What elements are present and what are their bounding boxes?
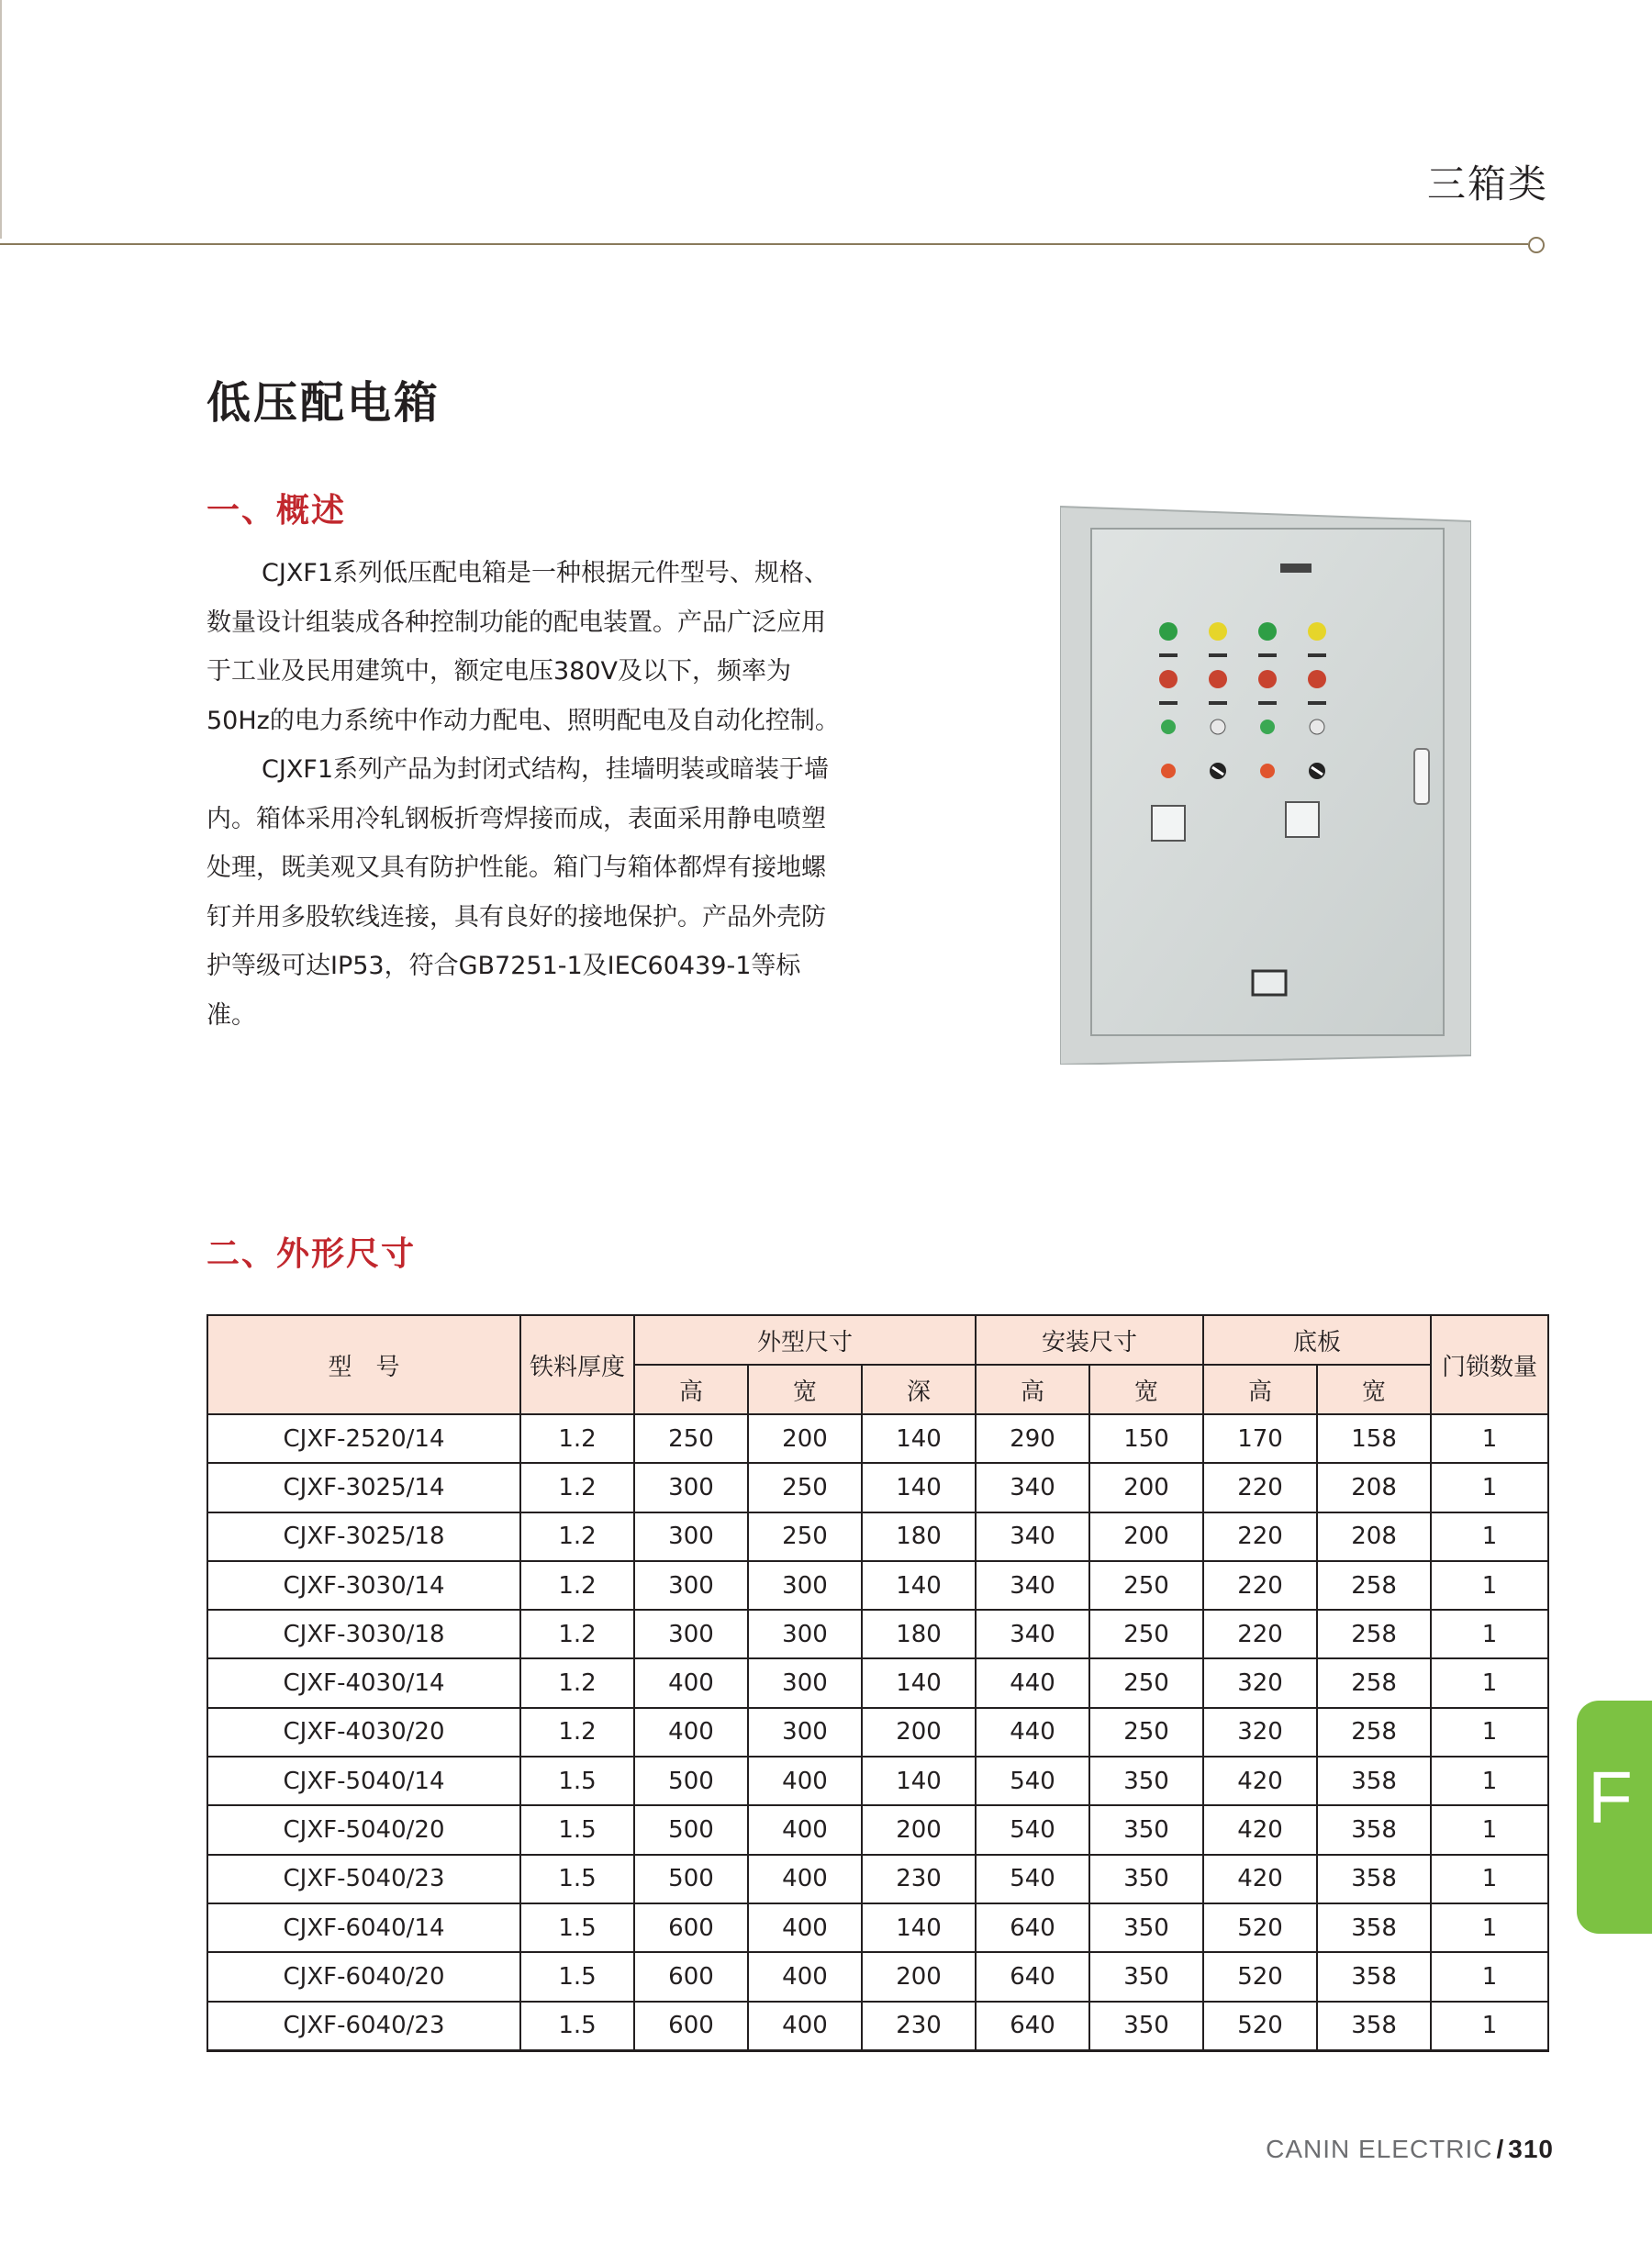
- outer-height-cell: 500: [634, 1757, 748, 1805]
- base-height-cell: 220: [1203, 1561, 1317, 1610]
- thickness-cell: 1.5: [520, 1757, 634, 1805]
- base-width-cell: 358: [1317, 1805, 1431, 1854]
- model-cell: CJXF-6040/14: [207, 1903, 520, 1952]
- distribution-box-photo: [1060, 501, 1471, 1065]
- install-height-cell: 440: [976, 1708, 1089, 1757]
- outer-depth-cell: 140: [862, 1463, 976, 1512]
- install-width-cell: 350: [1089, 1903, 1203, 1952]
- dimensions-heading: 二、外形尺寸: [206, 1235, 417, 1273]
- outer-height-cell: 300: [634, 1610, 748, 1658]
- thickness-cell: 1.2: [520, 1512, 634, 1561]
- model-cell: CJXF-4030/20: [207, 1708, 520, 1757]
- outer-width-cell: 400: [748, 1952, 862, 2001]
- install-width-cell: 350: [1089, 1855, 1203, 1903]
- model-cell: CJXF-3025/18: [207, 1512, 520, 1561]
- thickness-cell: 1.2: [520, 1658, 634, 1707]
- product-title: 低压配电箱: [206, 377, 441, 429]
- outer-height-cell: 300: [634, 1463, 748, 1512]
- install-height-cell: 340: [976, 1463, 1089, 1512]
- model-cell: CJXF-3030/18: [207, 1610, 520, 1658]
- outer-height-cell: 400: [634, 1708, 748, 1757]
- lock-count-cell: 1: [1431, 1512, 1548, 1561]
- thickness-cell: 1.2: [520, 1463, 634, 1512]
- base-height-cell: 170: [1203, 1414, 1317, 1463]
- install-width-cell: 350: [1089, 1757, 1203, 1805]
- base-height-cell: 220: [1203, 1512, 1317, 1561]
- base-height-cell: 520: [1203, 1903, 1317, 1952]
- lock-count-cell: 1: [1431, 1414, 1548, 1463]
- outer-width-cell: 400: [748, 2002, 862, 2051]
- lock-count-cell: 1: [1431, 1757, 1548, 1805]
- header-model: 型 号: [207, 1315, 520, 1414]
- table-row: [207, 1757, 1548, 1805]
- outer-depth-cell: 200: [862, 1952, 976, 2001]
- outer-depth-cell: 230: [862, 2002, 976, 2051]
- outer-width-cell: 400: [748, 1903, 862, 1952]
- outer-height-cell: 600: [634, 1903, 748, 1952]
- outer-width-cell: 300: [748, 1658, 862, 1707]
- table-row: [207, 1903, 1548, 1952]
- footer-slash: /: [1496, 2135, 1505, 2163]
- lock-count-cell: 1: [1431, 1903, 1548, 1952]
- model-cell: CJXF-5040/14: [207, 1757, 520, 1805]
- lock-count-cell: 1: [1431, 1855, 1548, 1903]
- outer-width-cell: 250: [748, 1512, 862, 1561]
- overview-paragraph-1: CJXF1系列低压配电箱是一种根据元件型号、规格、数量设计组装成各种控制功能的配电装置。产品广泛应用于工业及民用建筑中，额定电压380V及以下，频率为50Hz的电力系统中作动力配电、照明配电及自动化控制。: [206, 559, 840, 735]
- header-outer-width: 宽: [748, 1365, 862, 1414]
- dimensions-table-body: [207, 1414, 1548, 2050]
- thickness-cell: 1.2: [520, 1414, 634, 1463]
- page-footer: [1266, 2135, 1554, 2164]
- install-height-cell: 340: [976, 1561, 1089, 1610]
- table-row: [207, 1658, 1548, 1707]
- install-width-cell: 250: [1089, 1658, 1203, 1707]
- install-height-cell: 640: [976, 1903, 1089, 1952]
- outer-depth-cell: 140: [862, 1561, 976, 1610]
- base-width-cell: 158: [1317, 1414, 1431, 1463]
- base-width-cell: 258: [1317, 1658, 1431, 1707]
- install-height-cell: 340: [976, 1512, 1089, 1561]
- outer-width-cell: 400: [748, 1855, 862, 1903]
- base-width-cell: 358: [1317, 1757, 1431, 1805]
- base-height-cell: 320: [1203, 1708, 1317, 1757]
- outer-depth-cell: 200: [862, 1708, 976, 1757]
- lock-count-cell: 1: [1431, 1805, 1548, 1854]
- install-height-cell: 640: [976, 1952, 1089, 2001]
- header-outer-size: 外型尺寸: [634, 1315, 976, 1365]
- table-row: [207, 1708, 1548, 1757]
- base-height-cell: 420: [1203, 1805, 1317, 1854]
- base-width-cell: 258: [1317, 1708, 1431, 1757]
- outer-height-cell: 500: [634, 1855, 748, 1903]
- install-width-cell: 250: [1089, 1610, 1203, 1658]
- header-rule: [0, 243, 1528, 245]
- base-width-cell: 258: [1317, 1610, 1431, 1658]
- chapter-title: 三箱类: [1426, 162, 1548, 206]
- model-cell: CJXF-4030/14: [207, 1658, 520, 1707]
- install-height-cell: 640: [976, 2002, 1089, 2051]
- thickness-cell: 1.5: [520, 1903, 634, 1952]
- table-row: [207, 1610, 1548, 1658]
- outer-height-cell: 300: [634, 1512, 748, 1561]
- header-outer-depth: 深: [862, 1365, 976, 1414]
- lock-count-cell: 1: [1431, 1658, 1548, 1707]
- install-height-cell: 540: [976, 1757, 1089, 1805]
- dimensions-table: [206, 1314, 1549, 2052]
- thickness-cell: 1.2: [520, 1708, 634, 1757]
- outer-width-cell: 300: [748, 1708, 862, 1757]
- install-width-cell: 250: [1089, 1708, 1203, 1757]
- header-base-height: 高: [1203, 1365, 1317, 1414]
- model-cell: CJXF-5040/20: [207, 1805, 520, 1854]
- install-width-cell: 250: [1089, 1561, 1203, 1610]
- outer-width-cell: 250: [748, 1463, 862, 1512]
- base-height-cell: 220: [1203, 1463, 1317, 1512]
- install-width-cell: 200: [1089, 1463, 1203, 1512]
- base-width-cell: 358: [1317, 1855, 1431, 1903]
- table-row: [207, 1561, 1548, 1610]
- header-rule-end-circle: [1528, 237, 1545, 253]
- base-width-cell: 258: [1317, 1561, 1431, 1610]
- lock-count-cell: 1: [1431, 1952, 1548, 2001]
- outer-width-cell: 200: [748, 1414, 862, 1463]
- outer-depth-cell: 140: [862, 1658, 976, 1707]
- outer-height-cell: 500: [634, 1805, 748, 1854]
- lock-count-cell: 1: [1431, 1610, 1548, 1658]
- outer-width-cell: 300: [748, 1610, 862, 1658]
- side-tab-letter: F: [1588, 1757, 1633, 1838]
- model-cell: CJXF-3025/14: [207, 1463, 520, 1512]
- table-row: [207, 1414, 1548, 1463]
- overview-paragraph-2: CJXF1系列产品为封闭式结构，挂墙明装或暗装于墙内。箱体采用冷轧钢板折弯焊接而成，表面采用静电喷塑处理，既美观又具有防护性能。箱门与箱体都焊有接地螺钉并用多股软线连接，具有良好的接地保护。产品外壳防护等级可达IP53，符合GB7251-1及IEC60439-1等标准。: [206, 755, 830, 1030]
- table-row: [207, 1952, 1548, 2001]
- model-cell: CJXF-5040/23: [207, 1855, 520, 1903]
- outer-depth-cell: 230: [862, 1855, 976, 1903]
- header-lock-count: 门锁数量: [1431, 1315, 1548, 1414]
- base-width-cell: 208: [1317, 1512, 1431, 1561]
- outer-height-cell: 300: [634, 1561, 748, 1610]
- lock-count-cell: 1: [1431, 1463, 1548, 1512]
- outer-depth-cell: 140: [862, 1414, 976, 1463]
- install-width-cell: 200: [1089, 1512, 1203, 1561]
- base-height-cell: 520: [1203, 1952, 1317, 2001]
- outer-width-cell: 300: [748, 1561, 862, 1610]
- header-outer-height: 高: [634, 1365, 748, 1414]
- header-base-width: 宽: [1317, 1365, 1431, 1414]
- install-width-cell: 150: [1089, 1414, 1203, 1463]
- install-width-cell: 350: [1089, 1952, 1203, 2001]
- page-number: 310: [1508, 2135, 1554, 2163]
- base-width-cell: 358: [1317, 1952, 1431, 2001]
- table-row: [207, 2002, 1548, 2051]
- outer-depth-cell: 180: [862, 1512, 976, 1561]
- base-width-cell: 358: [1317, 1903, 1431, 1952]
- outer-depth-cell: 140: [862, 1903, 976, 1952]
- base-height-cell: 520: [1203, 2002, 1317, 2051]
- model-cell: CJXF-6040/23: [207, 2002, 520, 2051]
- outer-height-cell: 250: [634, 1414, 748, 1463]
- header-thickness: 铁料厚度: [520, 1315, 634, 1414]
- install-height-cell: 540: [976, 1805, 1089, 1854]
- thickness-cell: 1.5: [520, 1855, 634, 1903]
- base-width-cell: 208: [1317, 1463, 1431, 1512]
- outer-depth-cell: 180: [862, 1610, 976, 1658]
- install-height-cell: 290: [976, 1414, 1089, 1463]
- outer-height-cell: 600: [634, 2002, 748, 2051]
- section-side-tab: [1577, 1701, 1652, 1934]
- header-install-width: 宽: [1089, 1365, 1203, 1414]
- base-height-cell: 220: [1203, 1610, 1317, 1658]
- outer-depth-cell: 200: [862, 1805, 976, 1854]
- table-row: [207, 1512, 1548, 1561]
- model-cell: CJXF-6040/20: [207, 1952, 520, 2001]
- footer-brand: CANIN ELECTRIC: [1266, 2135, 1493, 2163]
- thickness-cell: 1.2: [520, 1610, 634, 1658]
- overview-heading: 一、概述: [206, 492, 347, 530]
- lock-count-cell: 1: [1431, 2002, 1548, 2051]
- thickness-cell: 1.5: [520, 1805, 634, 1854]
- table-row: [207, 1855, 1548, 1903]
- install-height-cell: 440: [976, 1658, 1089, 1707]
- thickness-cell: 1.5: [520, 1952, 634, 2001]
- base-height-cell: 320: [1203, 1658, 1317, 1707]
- header-base-plate: 底板: [1203, 1315, 1431, 1365]
- install-height-cell: 540: [976, 1855, 1089, 1903]
- model-cell: CJXF-2520/14: [207, 1414, 520, 1463]
- page-edge-line: [0, 0, 2, 239]
- base-height-cell: 420: [1203, 1855, 1317, 1903]
- install-height-cell: 340: [976, 1610, 1089, 1658]
- outer-width-cell: 400: [748, 1757, 862, 1805]
- install-width-cell: 350: [1089, 2002, 1203, 2051]
- outer-height-cell: 400: [634, 1658, 748, 1707]
- overview-text: [206, 549, 849, 1040]
- base-height-cell: 420: [1203, 1757, 1317, 1805]
- lock-count-cell: 1: [1431, 1708, 1548, 1757]
- outer-depth-cell: 140: [862, 1757, 976, 1805]
- base-width-cell: 358: [1317, 2002, 1431, 2051]
- header-install-size: 安装尺寸: [976, 1315, 1203, 1365]
- table-row: [207, 1463, 1548, 1512]
- thickness-cell: 1.5: [520, 2002, 634, 2051]
- header-install-height: 高: [976, 1365, 1089, 1414]
- table-row: [207, 1805, 1548, 1854]
- install-width-cell: 350: [1089, 1805, 1203, 1854]
- thickness-cell: 1.2: [520, 1561, 634, 1610]
- outer-height-cell: 600: [634, 1952, 748, 2001]
- model-cell: CJXF-3030/14: [207, 1561, 520, 1610]
- outer-width-cell: 400: [748, 1805, 862, 1854]
- lock-count-cell: 1: [1431, 1561, 1548, 1610]
